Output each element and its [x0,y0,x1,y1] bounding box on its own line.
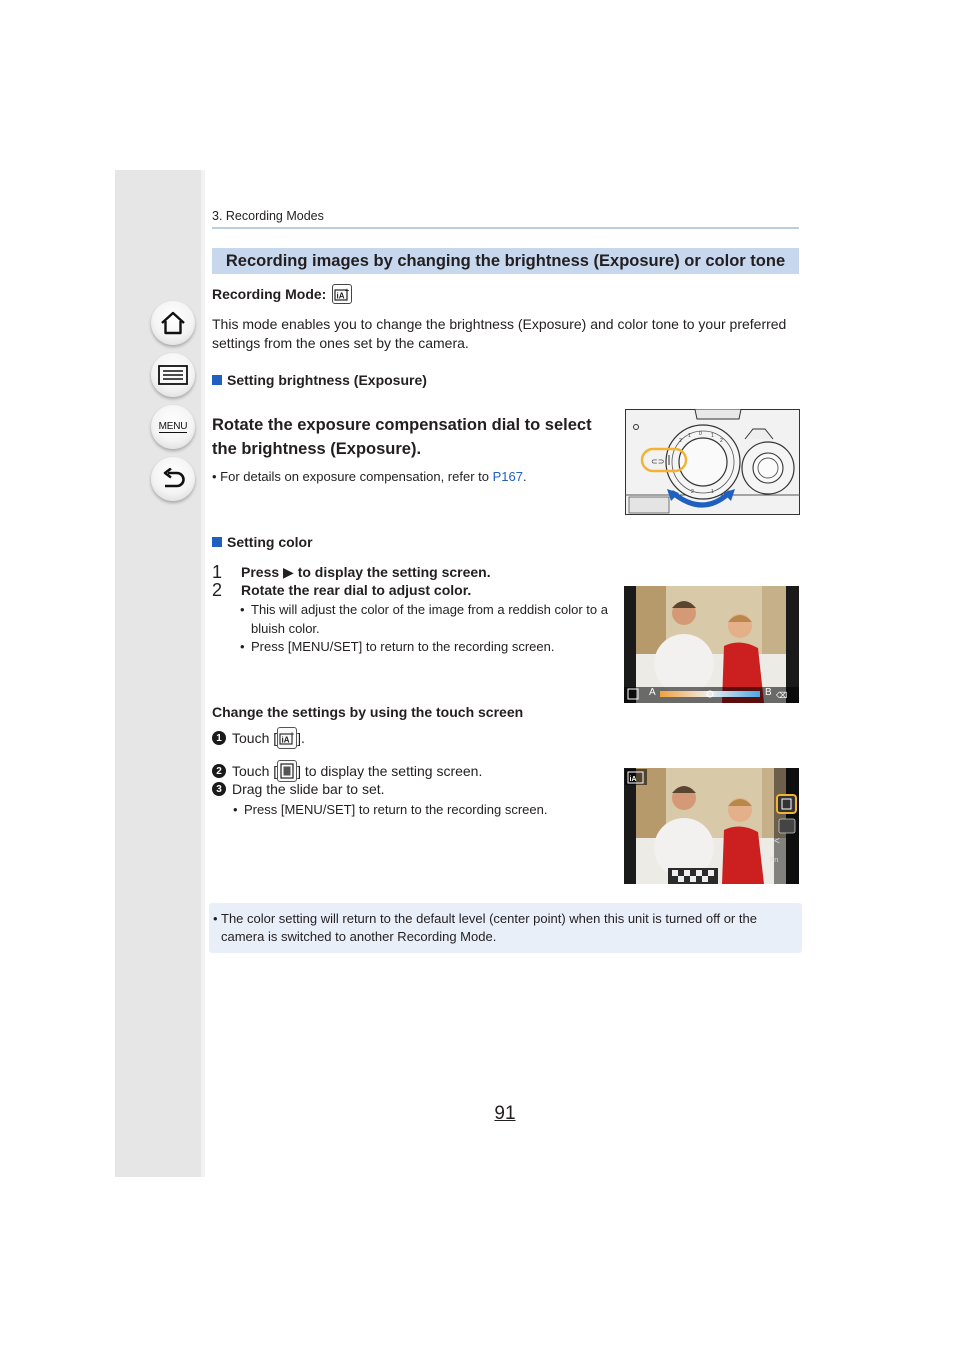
svg-text:2: 2 [691,489,694,495]
svg-text:iA: iA [281,735,290,745]
svg-text:+: + [345,288,350,295]
bullet-item: • [213,911,218,926]
back-button[interactable] [151,457,195,501]
home-button[interactable] [151,301,195,345]
step-number: 1 [212,562,223,582]
touch-screen-heading: Change the settings by using the touch screen [212,704,524,720]
svg-text:Fn: Fn [770,857,779,864]
header-divider [212,227,799,229]
menu-label: MENU [158,421,188,432]
touch-step-text: ]. [297,730,305,746]
intelligent-auto-plus-icon [332,284,352,304]
intro-paragraph: This mode enables you to change the brightness (Exposure) and color tone to your preferred settings from the ones set by the camera. [212,316,787,351]
touch-step-text: Touch [ [232,730,278,746]
svg-text:2: 2 [679,438,682,444]
sidebar-edge [201,170,205,1177]
touch-step-1 [212,727,305,749]
step-text: Rotate the rear dial to adjust color. [241,582,472,598]
section-square-icon [212,375,222,385]
bullet-item: • [240,639,245,654]
touch-step-3 [212,781,385,797]
chapter-title: 3. Recording Modes [212,209,324,223]
bullet-text: This will adjust the color of the image from a reddish color to a bluish color. [251,602,608,636]
svg-text:+: + [290,731,295,739]
svg-text:iA: iA [336,291,345,301]
color-heading [212,534,313,550]
recording-mode-label: Recording Mode: [212,286,327,302]
step-circle: 2 [212,764,226,778]
step-circle: 1 [212,731,226,745]
brightness-note: • For details on exposure compensation, refer to P167. [212,469,527,484]
menu-button[interactable] [151,405,195,449]
color-bar-label-b: B [765,687,772,698]
touch-step-text: ] to display the setting screen. [297,763,483,779]
section-title: Recording images by changing the brightness (Exposure) or color tone [212,248,799,274]
recording-mode [212,284,352,304]
note-text: The color setting will return to the default level (center point) when this unit is turned off or the camera is switched to another Recording Mode. [221,911,757,944]
bullet-text: Press [MENU/SET] to return to the recording screen. [244,802,548,817]
contents-button[interactable] [151,353,195,397]
color-heading-text: Setting color [227,534,313,550]
brightness-note-text: For details on exposure compensation, refer to [220,469,493,484]
section-square-icon [212,537,222,547]
intelligent-auto-plus-icon[interactable] [277,727,297,749]
svg-text:⌫: ⌫ [776,691,788,700]
svg-text:1: 1 [688,433,691,439]
color-bar-label-a: A [649,687,656,698]
step-circle: 3 [212,782,226,796]
svg-text:<: < [774,836,780,847]
home-icon [160,311,186,335]
svg-text:1: 1 [711,433,714,439]
list-icon [158,365,188,385]
brightness-heading [212,372,427,388]
svg-text:2: 2 [720,438,723,444]
bullet-text: Press [MENU/SET] to return to the recording screen. [251,639,555,654]
brightness-step: Rotate the exposure compensation dial to select the brightness (Exposure). [212,416,592,458]
svg-text:0: 0 [699,431,702,437]
svg-text:1: 1 [711,489,714,495]
note-item [213,910,794,946]
color-setting-screen [624,586,799,703]
touch-setting-screen [624,768,799,884]
camera-dial-illustration [625,409,800,515]
brightness-heading-text: Setting brightness (Exposure) [227,372,427,388]
bullet-item: • [240,602,245,617]
step-number: 2 [212,580,223,600]
step-text: Press ▶ to display the setting screen. [241,564,491,580]
touch-step-text: Drag the slide bar to set. [232,781,385,797]
back-arrow-icon [160,468,186,490]
touch-step-text: Touch [ [232,763,278,779]
brightness-note-suffix: . [522,469,527,484]
color-setting-icon[interactable] [277,760,297,782]
bullet-item: • [233,802,238,817]
p167-link[interactable]: P167 [492,469,523,484]
note-box [209,903,802,953]
touch-step-2 [212,760,482,782]
page-number: 91 [494,1103,516,1124]
svg-text:iA: iA [629,776,637,783]
svg-text:⊂⊃: ⊂⊃ [651,457,665,466]
